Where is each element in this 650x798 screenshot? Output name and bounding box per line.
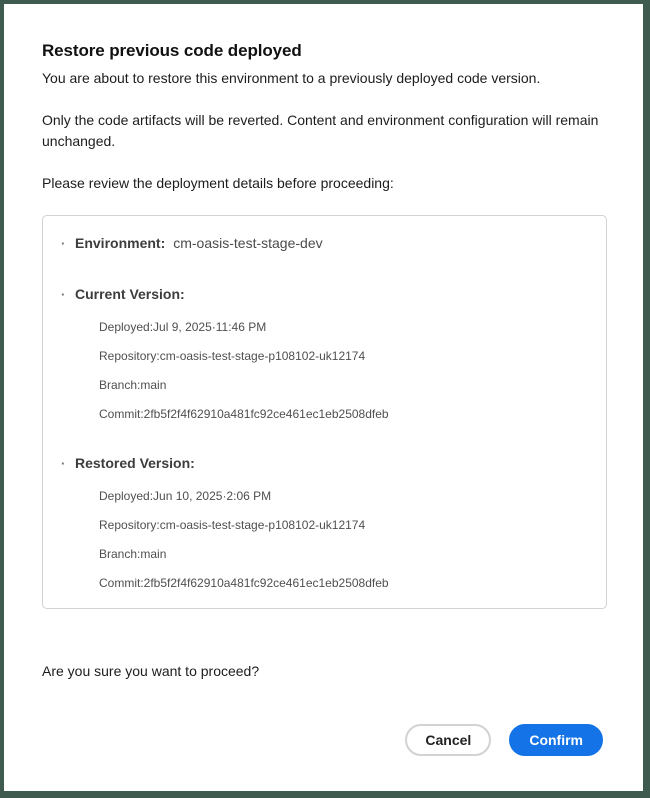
current-version-label: Current Version: (75, 286, 185, 302)
detail-label: Repository: (99, 518, 160, 532)
cancel-button[interactable]: Cancel (405, 724, 491, 756)
current-version-details (99, 320, 586, 422)
detail-value: Jun 10, 2025·2:06 PM (153, 489, 272, 503)
bullet-icon: · (61, 287, 66, 302)
bullet-icon: · (61, 456, 66, 471)
detail-label: Branch: (99, 547, 141, 561)
review-prompt: Please review the deployment details before proceeding: (42, 175, 394, 191)
restored-version-details (99, 489, 586, 591)
environment-value: cm-oasis-test-stage-dev (173, 235, 323, 251)
detail-row-repository (99, 349, 586, 364)
intro-text: You are about to restore this environment to a previously deployed code version. (42, 70, 541, 86)
section-heading-row (61, 455, 586, 472)
bullet-icon: · (61, 236, 66, 251)
detail-row-commit (99, 576, 586, 591)
restored-version-label: Restored Version: (75, 455, 195, 471)
detail-label: Deployed: (99, 320, 154, 334)
detail-label: Commit: (99, 576, 144, 590)
dialog-content (4, 4, 643, 756)
detail-value: 2fb5f2f4f62910a481fc92ce461ec1eb2508dfeb (143, 576, 389, 590)
detail-value: Jul 9, 2025·11:46 PM (153, 320, 267, 334)
detail-row-repository (99, 518, 586, 533)
detail-row-branch (99, 547, 586, 562)
current-version-section (61, 286, 586, 422)
dialog-footer (42, 724, 603, 756)
detail-label: Deployed: (99, 489, 154, 503)
detail-label: Branch: (99, 378, 141, 392)
confirm-button[interactable]: Confirm (509, 724, 603, 756)
detail-label: Repository: (99, 349, 160, 363)
detail-value: main (140, 547, 167, 561)
environment-label: Environment: (75, 235, 166, 251)
detail-label: Commit: (99, 407, 144, 421)
section-heading-row (61, 286, 586, 303)
deployment-details-box (42, 215, 607, 609)
detail-value: cm-oasis-test-stage-p108102-uk12174 (159, 518, 366, 532)
detail-row-branch (99, 378, 586, 393)
detail-row-commit (99, 407, 586, 422)
environment-row (61, 235, 586, 252)
detail-value: main (140, 378, 167, 392)
detail-row-deployed (99, 489, 586, 504)
dialog-title: Restore previous code deployed (42, 41, 302, 60)
confirmation-question: Are you sure you want to proceed? (42, 663, 260, 679)
restored-version-section (61, 455, 586, 591)
detail-value: cm-oasis-test-stage-p108102-uk12174 (159, 349, 366, 363)
detail-value: 2fb5f2f4f62910a481fc92ce461ec1eb2508dfeb (143, 407, 389, 421)
detail-row-deployed (99, 320, 586, 335)
note-text: Only the code artifacts will be reverted. Content and environment configuration will remain unchanged. (42, 112, 599, 149)
